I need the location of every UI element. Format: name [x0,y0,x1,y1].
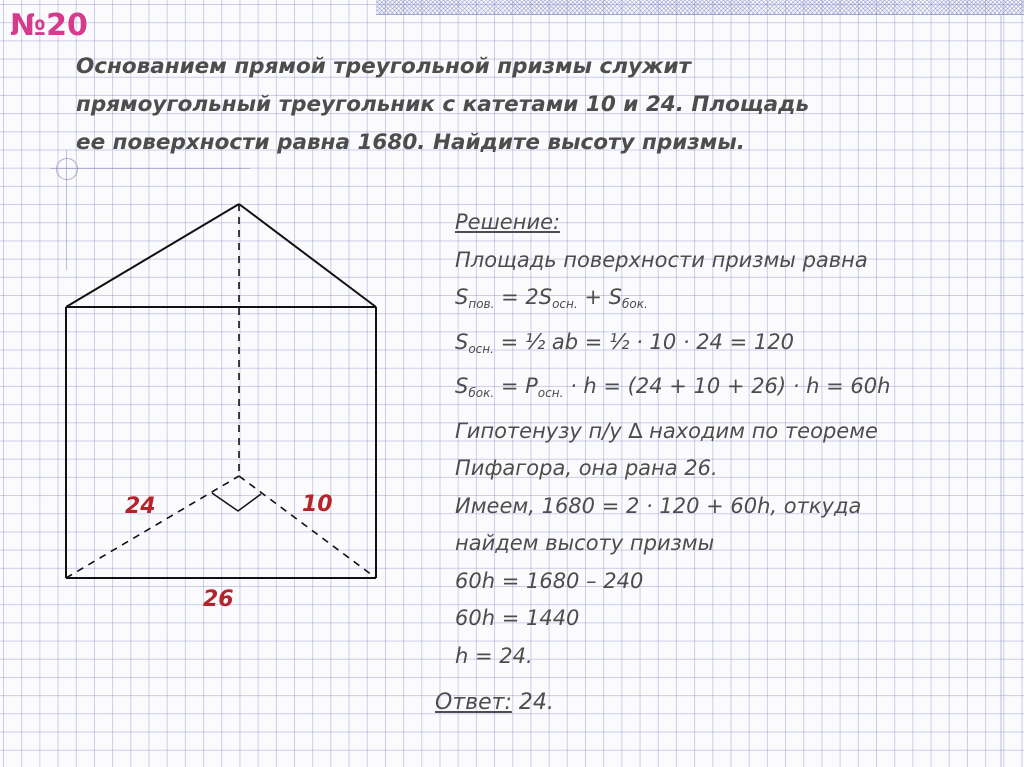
solution-line-equation-1: Имеем, 1680 = 2 · 120 + 60h, откуда [455,493,862,518]
formula-part: = ½ ab = ½ · 10 · 24 = 120 [493,329,794,354]
formula-sub: осн. [537,386,564,400]
solution-line-hypotenuse-2: Пифагора, она рана 26. [455,456,718,480]
slide-number: №20 [10,8,88,43]
problem-line-1: Основанием прямой треугольной призмы служит [76,54,691,79]
formula-s: S [455,329,469,354]
formula-sub: бок. [468,386,495,400]
formula-surface [455,279,890,324]
solution-line-intro: Площадь поверхности призмы равна [455,247,868,272]
label-leg-10: 10 [302,492,333,517]
solution-line-equation-5: h = 24. [455,643,533,668]
solution-line-equation-2: найдем высоту призмы [455,531,715,555]
right-angle-marker [212,493,261,511]
answer-value: 24. [511,690,554,715]
prism-edge-hidden-bottom-left [66,476,239,578]
formula-sub: осн. [468,341,494,356]
label-leg-24: 24 [125,494,156,519]
prism-edge-top-left [66,204,239,307]
solution-block [455,204,890,675]
solution-line-hypotenuse-1: Гипотенузу п/у ∆ находим по теореме [455,418,878,443]
formula-part: + S [577,285,622,309]
formula-sub: осн. [552,297,578,311]
solution-line-equation-4: 60h = 1440 [455,606,580,630]
formula-part: = 2S [494,285,553,309]
formula-sub: бок. [621,297,648,311]
solution-line-equation-3: 60h = 1680 – 240 [455,568,644,593]
prism-edge-top-right [239,204,376,307]
label-hypotenuse-26: 26 [203,587,234,612]
formula-s: S [455,285,469,309]
formula-s: S [455,374,469,398]
answer-label: Ответ: [435,690,512,715]
formula-sub: пов. [468,297,495,311]
problem-line-3: ее поверхности равна 1680. Найдите высоту призмы. [76,130,745,155]
answer [435,690,554,715]
formula-base [455,324,890,369]
problem-line-2: прямоугольный треугольник с катетами 10 и 24. Площадь [76,92,810,117]
formula-part: = P [494,374,538,398]
formula-side [455,368,890,413]
solution-heading: Решение: [455,210,561,234]
formula-part: · h = (24 + 10 + 26) · h = 60h [563,374,891,398]
